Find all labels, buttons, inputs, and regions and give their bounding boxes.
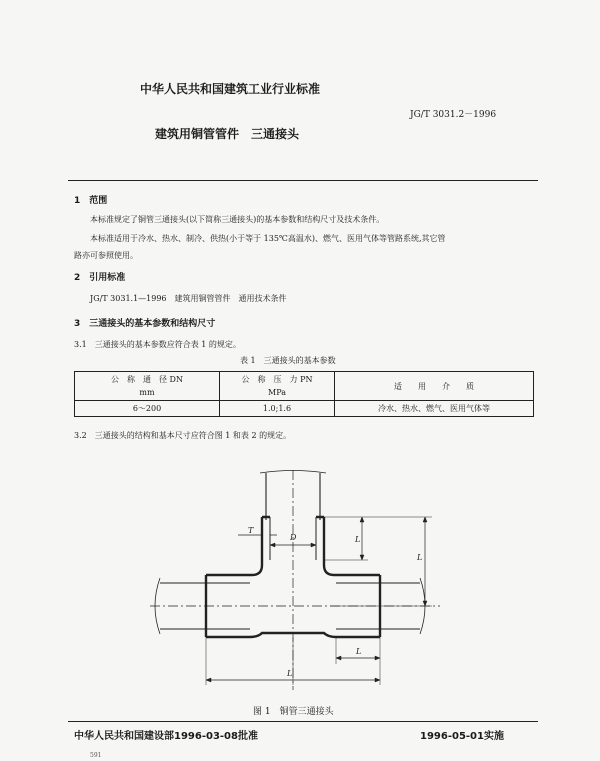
- page-number: 591: [90, 752, 102, 759]
- section-1-heading: 1 范围: [74, 196, 108, 206]
- label-L-right: L: [417, 553, 423, 562]
- label-L1-top: L: [355, 535, 361, 544]
- table-1-caption: 表 1 三通接头的基本参数: [240, 356, 336, 365]
- effective-date: 1996-05-01实施: [420, 731, 504, 742]
- table-cell-dn: 6～200: [75, 401, 220, 417]
- section-2-heading: 2 引用标准: [74, 273, 126, 283]
- section-1-paragraph-2-cont: 路亦可参照使用。: [74, 251, 138, 260]
- section-1-paragraph-2: 本标准适用于冷水、热水、制冷、供热(小于等于 135℃高温水)、燃气、医用气体等管路系统,其它管: [90, 234, 446, 243]
- clause-3-2: 3.2 三通接头的结构和基本尺寸应符合图 1 和表 2 的规定。: [74, 431, 292, 440]
- table-cell-media: 冷水、热水、燃气、医用气体等: [335, 401, 534, 417]
- section-1-paragraph-1: 本标准规定了铜管三通接头(以下简称三通接头)的基本参数和结构尺寸及技术条件。: [90, 215, 385, 224]
- label-D: D: [290, 533, 297, 542]
- approval-line: 中华人民共和国建设部1996-03-08批准: [74, 731, 258, 742]
- table-cell-pn: 1.0;1.6: [220, 401, 335, 417]
- label-L-bottom: L: [287, 669, 293, 678]
- label-T: T: [248, 526, 254, 535]
- standard-code: JG/T 3031.2－1996: [410, 110, 497, 120]
- footer-divider: [68, 721, 538, 722]
- document-title: 建筑用铜管管件 三通接头: [155, 127, 300, 141]
- table-header-pn: 公 称 压 力 PN MPa: [220, 372, 335, 401]
- clause-3-1: 3.1 三通接头的基本参数应符合表 1 的规定。: [74, 340, 241, 349]
- table-header-dn: 公 称 通 径 DN mm: [75, 372, 220, 401]
- section-3-heading: 3 三通接头的基本参数和结构尺寸: [74, 319, 216, 329]
- standard-category: 中华人民共和国建筑工业行业标准: [140, 82, 321, 96]
- tee-body-right-wall: [324, 517, 380, 575]
- tee-body-left-wall: [206, 517, 262, 575]
- section-2-reference: JG/T 3031.1—1996 建筑用铜管管件 通用技术条件: [90, 294, 287, 303]
- table-header-media: 适 用 介 质: [335, 372, 534, 401]
- figure-1-caption: 图 1 铜管三通接头: [253, 707, 334, 717]
- label-L1-bottom: L: [356, 647, 362, 656]
